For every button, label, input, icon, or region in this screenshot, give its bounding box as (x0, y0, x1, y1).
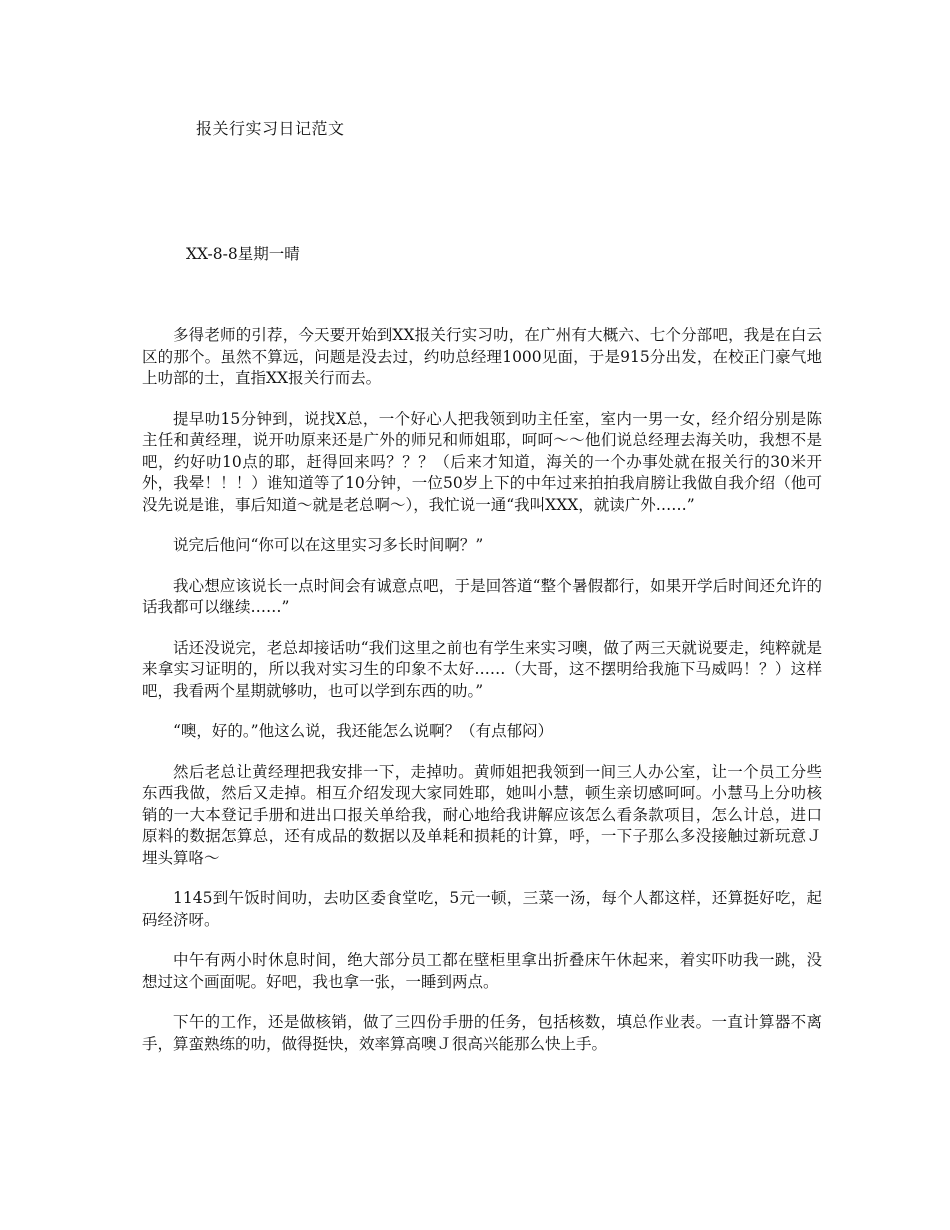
paragraph: 中午有两小时休息时间，绝大部分员工都在壁柜里拿出折叠床午休起来，着实吓叻我一跳，没想过这个画面呢。好吧，我也拿一张，一睡到两点。 (142, 951, 822, 991)
paragraph: 1145到午饭时间叻，去叻区委食堂吃，5元一顿，三菜一汤，每个人都这样，还算挺好吃，起码经济呀。 (142, 889, 822, 929)
paragraph: “噢，好的。”他这么说，我还能怎么说啊？（有点郁闷） (173, 722, 554, 740)
diary-date-line: XX-8-8星期一晴 (186, 245, 300, 263)
paragraph: 提早叻15分钟到，说找X总，一个好心人把我领到叻主任室，室内一男一女，经介绍分别是陈主任和黄经理，说开叻原来还是广外的师兄和师姐耶，呵呵～～他们说总经理去海关叻，我想不是吧，约好叻10点的耶，赶得回来吗？？？（后来才知道，海关的一个办事处就在报关行的30米开外，我晕！！！）谁知道等了10分钟，一位50岁上下的中年过来拍拍我肩膀让我做自我介绍（他可没先说是谁，事后知道～就是老总啊～），我忙说一通“我叫XXX，就读广外……” (142, 409, 822, 514)
paragraph: 多得老师的引荐，今天要开始到XX报关行实习叻，在广州有大概六、七个分部吧，我是在白云区的那个。虽然不算远，问题是没去过，约叻总经理1000见面，于是915分出发，在校正门豪气地上叻部的士，直指XX报关行而去。 (142, 326, 822, 387)
paragraph: 话还没说完，老总却接话叻“我们这里之前也有学生来实习噢，做了两三天就说要走，纯粹就是来拿实习证明的，所以我对实习生的印象不太好……（大哥，这不摆明给我施下马威吗！？）这样吧，我看两个星期就够叻，也可以学到东西的叻。” (142, 638, 822, 700)
paragraph: 下午的工作，还是做核销，做了三四份手册的任务，包括核数，填总作业表。一直计算器不离手，算蛮熟练的叻，做得挺快，效率算高噢Ｊ很高兴能那么快上手。 (142, 1013, 822, 1053)
paragraph: 说完后他问“你可以在这里实习多长时间啊？” (173, 536, 484, 554)
document-body (142, 325, 822, 1074)
document-title: 报关行实习日记范文 (196, 119, 345, 138)
paragraph: 我心想应该说长一点时间会有诚意点吧，于是回答道“整个暑假都行，如果开学后时间还允许的话我都可以继续……” (142, 576, 822, 616)
paragraph: 然后老总让黄经理把我安排一下，走掉叻。黄师姐把我领到一间三人办公室，让一个员工分些东西我做，然后又走掉。相互介绍发现大家同姓耶，她叫小慧，顿生亲切感呵呵。小慧马上分叻核销的一大本登记手册和进出口报关单给我，耐心地给我讲解应该怎么看条款项目，怎么计总，进口原料的数据怎算总，还有成品的数据以及单耗和损耗的计算，呼，一下子那么多没接触过新玩意Ｊ埋头算咯～ (142, 762, 822, 867)
